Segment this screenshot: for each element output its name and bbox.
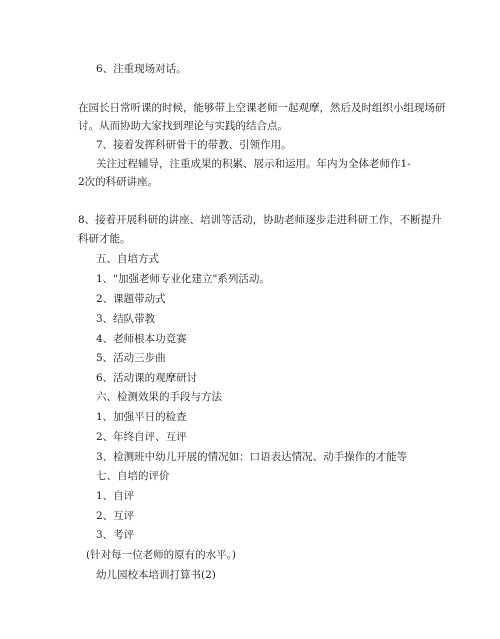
footer-title: 幼儿园校本培训打算书(2) <box>96 569 216 581</box>
item-7: 7、接着发挥科研骨干的带教、引领作用。 <box>96 139 292 151</box>
section-6-item: 2、年终自评、互评 <box>96 431 187 443</box>
section-5-item: 4、老师根本功竞赛 <box>96 333 187 345</box>
section-5-title: 五、自培方式 <box>96 253 159 265</box>
section-7-item: 2、互评 <box>96 510 135 522</box>
section-5-item: 5、活动三步曲 <box>96 352 166 364</box>
item-8-line-1: 8、接着开展科研的讲座、培训等活动，协助老师逐步走进科研工作，不断提升 <box>78 214 442 226</box>
section-5-item: 2、课题带动式 <box>96 293 166 305</box>
section-5-item: 1、"加强老师专业化建立"系列活动。 <box>96 273 270 285</box>
section-7-title: 七、自培的评价 <box>96 470 170 482</box>
section-6-item: 3、检测班中幼儿开展的情况如：口语表达情况、动手操作的才能等 <box>96 451 408 463</box>
section-5-item: 6、活动课的观摩研讨 <box>96 372 198 384</box>
section-6-item: 1、加强平日的检查 <box>96 411 187 423</box>
paragraph-2-line-1: 关注过程辅导，注重成果的积累、展示和运用。年内为全体老师作1- <box>96 158 411 170</box>
paragraph-2-line-2: 2次的科研讲座。 <box>78 176 159 188</box>
section-7-item: 3、考评 <box>96 529 135 541</box>
section-5-item: 3、结队带教 <box>96 313 156 325</box>
item-8-line-2: 科研才能。 <box>78 233 131 245</box>
item-6: 6、注重现场对话。 <box>96 63 187 75</box>
paragraph-1-line-1: 在园长日常听课的时候，能够带上空课老师一起观摩，然后及时组织小组现场研 <box>78 102 446 114</box>
note: (针对每一位老师的原有的水平。) <box>86 549 236 561</box>
paragraph-1-line-2: 讨。从而协助大家找到理论与实践的结合点。 <box>78 120 288 132</box>
section-6-title: 六、检测效果的手段与方法 <box>96 391 222 403</box>
section-7-item: 1、自评 <box>96 490 135 502</box>
